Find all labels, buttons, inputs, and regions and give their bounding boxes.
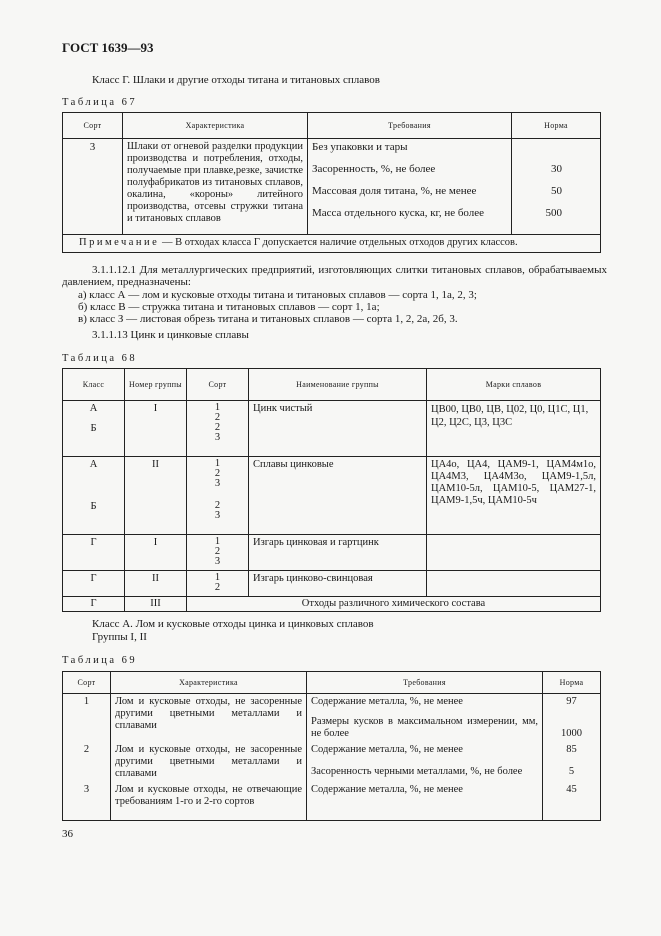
column-header: Требования xyxy=(307,672,543,694)
norm-value: 5 xyxy=(568,766,575,777)
alloy-marks-cell xyxy=(427,535,601,571)
class-value: А xyxy=(89,459,98,470)
group-name-cell: Изгарь цинково-свинцовая xyxy=(249,571,427,597)
grade-value: 1 xyxy=(214,536,221,547)
class-cell xyxy=(63,401,125,457)
column-header: Сорт xyxy=(63,113,123,139)
requirement-item: Засоренность, %, не более xyxy=(312,163,436,175)
norms-cell xyxy=(543,782,601,820)
note-label: Примечание xyxy=(79,237,160,248)
requirement-item: Массовая доля титана, %, не менее xyxy=(312,185,477,197)
note-text: — В отходах класса Г допускается наличие отдельных отходов других классов. xyxy=(161,237,518,248)
grade-value: 3 xyxy=(214,432,221,443)
grade-value: 3 xyxy=(214,478,221,489)
class-g-title: Класс Г. Шлаки и другие отходы титана и титановых сплавов xyxy=(92,74,380,86)
alloy-marks-cell xyxy=(427,571,601,597)
group-cell: I xyxy=(125,535,187,571)
list-item: а) класс А — лом и кусковые отходы титана и титановых сплавов — сорта 1, 1а, 2, 3; xyxy=(78,289,477,301)
requirement-item: Содержание металла, %, не менее xyxy=(311,696,463,707)
class-value: А xyxy=(89,403,98,414)
group-name-cell: Цинк чистый xyxy=(249,401,427,457)
characteristic-cell: Лом и кусковые отходы, не засоренные другими цветными металлами и сплавами xyxy=(111,742,307,782)
group-cell: III xyxy=(125,597,187,612)
norm-value: 500 xyxy=(545,207,562,219)
requirement-item: Без упаковки и тары xyxy=(312,141,408,153)
grades-list xyxy=(78,289,477,325)
requirement-item: Содержание металла, %, не менее xyxy=(311,744,463,755)
norm-value: 97 xyxy=(566,696,577,707)
norm-value xyxy=(516,141,562,153)
grade-value: 1 xyxy=(214,458,221,469)
characteristic-cell: Лом и кусковые отходы, не отвечающие требованиям 1-го и 2-го сортов xyxy=(111,782,307,820)
table-67-note xyxy=(63,235,601,253)
grade-value: 2 xyxy=(214,422,221,433)
class-value: Б xyxy=(90,423,97,434)
requirement-item: Размеры кусков в максимальном измерении, мм, не более xyxy=(311,716,538,739)
requirement-item: Засоренность черными металлами, %, не более xyxy=(311,766,523,777)
table-69 xyxy=(62,671,601,821)
grade-value: 2 xyxy=(214,468,221,479)
merged-group-cell: Отходы различного химического состава xyxy=(187,597,601,612)
column-header: Норма xyxy=(512,113,601,139)
grade-cell: 1 xyxy=(63,694,111,743)
group-name-cell: Изгарь цинковая и гартцинк xyxy=(249,535,427,571)
grade-cell xyxy=(187,535,249,571)
norm-value: 50 xyxy=(551,185,562,197)
requirements-cell xyxy=(308,139,512,235)
page-number: 36 xyxy=(62,828,73,840)
table-67-caption: Таблица 67 xyxy=(62,97,138,108)
list-item: б) класс В — стружка титана и титановых сплавов — сорт 1, 1а; xyxy=(78,301,380,313)
grade-value: 1 xyxy=(214,402,221,413)
norm-value: 30 xyxy=(551,163,562,175)
requirement-item: Содержание металла, %, не менее xyxy=(311,784,463,795)
alloy-marks-cell: ЦВ00, ЦВ0, ЦВ, Ц02, Ц0, Ц1С, Ц1, Ц2, Ц2С, Ц3, Ц3С xyxy=(427,401,601,457)
grade-value: 3 xyxy=(214,510,221,521)
class-cell xyxy=(63,457,125,535)
grade-value: 2 xyxy=(214,500,221,511)
requirements-cell xyxy=(307,782,543,820)
column-header: Характеристика xyxy=(111,672,307,694)
norm-value: 1000 xyxy=(561,728,582,739)
list-item: в) класс З — листовая обрезь титана и титановых сплавов — сорта 1, 2, 2а, 2б, 3. xyxy=(78,313,458,325)
requirements-cell xyxy=(307,694,543,743)
column-header: Наименование группы xyxy=(249,369,427,401)
grade-value: 3 xyxy=(214,556,221,567)
group-cell: II xyxy=(125,457,187,535)
group-name-cell: Сплавы цинковые xyxy=(249,457,427,535)
column-header: Норма xyxy=(543,672,601,694)
grade-cell: 3 xyxy=(63,139,123,235)
class-cell: Г xyxy=(63,597,125,612)
grade-cell xyxy=(187,401,249,457)
column-header: Номер группы xyxy=(125,369,187,401)
norms-cell xyxy=(543,742,601,782)
grade-cell xyxy=(187,457,249,535)
column-header: Сорт xyxy=(187,369,249,401)
norm-value: 45 xyxy=(566,784,577,795)
table-68-caption: Таблица 68 xyxy=(62,353,138,364)
group-cell: I xyxy=(125,401,187,457)
grade-value: 2 xyxy=(214,582,221,593)
column-header: Требования xyxy=(308,113,512,139)
column-header: Марки сплавов xyxy=(427,369,601,401)
table-68 xyxy=(62,368,601,612)
column-header: Сорт xyxy=(63,672,111,694)
groups-line: Группы I, II xyxy=(92,631,147,643)
document-header: ГОСТ 1639—93 xyxy=(62,40,154,55)
grade-value: 2 xyxy=(214,412,221,423)
grade-cell: 3 xyxy=(63,782,111,820)
grade-value: 2 xyxy=(214,546,221,557)
class-cell: Г xyxy=(63,535,125,571)
requirement-item: Масса отдельного куска, кг, не более xyxy=(312,207,485,219)
class-cell: Г xyxy=(63,571,125,597)
column-header: Характеристика xyxy=(123,113,308,139)
column-header: Класс xyxy=(63,369,125,401)
class-value: Б xyxy=(90,501,97,512)
requirements-cell xyxy=(307,742,543,782)
alloy-marks-cell: ЦА4о, ЦА4, ЦАМ9-1, ЦАМ4м1о, ЦА4М3, ЦА4М3о, ЦАМ9-1,5л, ЦАМ10-5л, ЦАМ10-5, ЦАМ27-1, ЦАМ9-1,5ч, ЦАМ10-5ч xyxy=(427,457,601,535)
heading-3-1-1-13: 3.1.1.13 Цинк и цинковые сплавы xyxy=(92,329,249,341)
table-67 xyxy=(62,112,601,253)
norms-cell xyxy=(512,139,601,235)
grade-cell: 2 xyxy=(63,742,111,782)
group-cell: II xyxy=(125,571,187,597)
table-69-caption: Таблица 69 xyxy=(62,655,138,666)
paragraph-3-1-1-12-1: 3.1.1.12.1 Для металлургических предприятий, изготовляющих слитки титановых сплавов, обрабатываемых давлением, предназначены: xyxy=(62,264,607,288)
characteristic-cell: Шлаки от огневой разделки продукции производства и потребления, отходы, получаемые при плавке,резке, зачистке полуфабрикатов из титановых сплавов, окалина, «короны» литейного производства, отсевы стружки титана и титановых сплавов xyxy=(123,139,308,235)
class-a-title: Класс А. Лом и кусковые отходы цинка и цинковых сплавов xyxy=(92,618,374,630)
grade-cell xyxy=(187,571,249,597)
characteristic-cell: Лом и кусковые отходы, не засоренные другими цветными металлами и сплавами xyxy=(111,694,307,743)
norm-value: 85 xyxy=(566,744,577,755)
norms-cell xyxy=(543,694,601,743)
grade-value: 1 xyxy=(214,572,221,583)
